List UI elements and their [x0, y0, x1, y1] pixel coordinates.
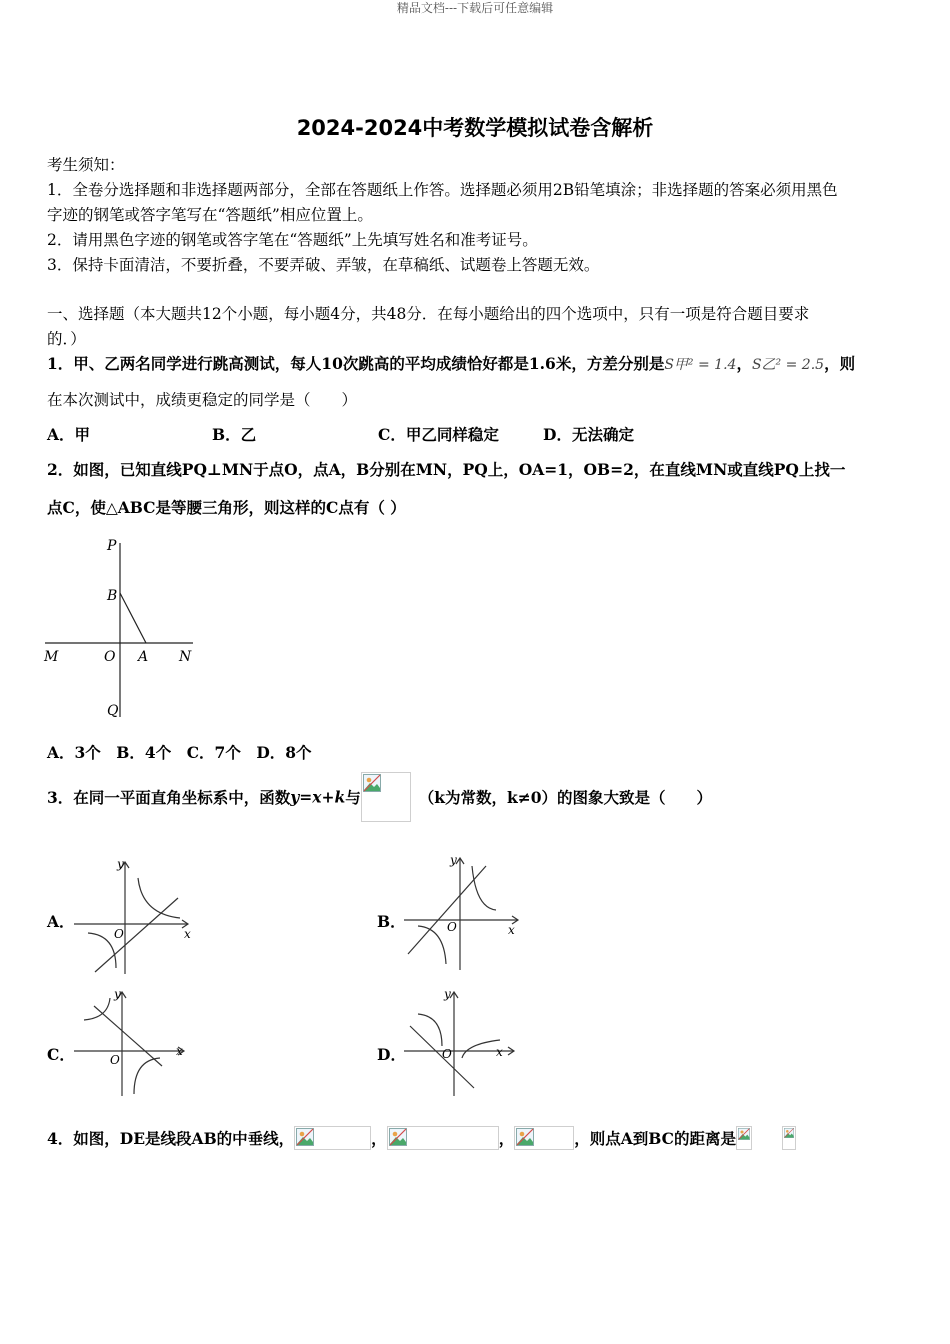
- q3-option-b-label: B．: [377, 912, 406, 931]
- axis-y-label: y: [114, 987, 121, 1001]
- q1-option-b: B．乙: [212, 425, 257, 444]
- section-heading-line2: 的．）: [47, 330, 86, 348]
- axis-x-label: x: [496, 1045, 503, 1059]
- q3-graph-b: [400, 852, 525, 972]
- q3-graph-a: [70, 856, 195, 976]
- q4-text-pre: 4．如图，DE是线段AB的中垂线，: [47, 1129, 295, 1148]
- q4-text-post: ，则点A到BC的距离是: [574, 1129, 736, 1148]
- hyperbola-branch-2: [418, 926, 446, 964]
- q3-func: y=x+k: [290, 787, 346, 807]
- image-icon: [389, 1128, 407, 1146]
- linear-function: [94, 1006, 162, 1066]
- broken-image-placeholder: [294, 1126, 371, 1150]
- image-icon: [296, 1128, 314, 1146]
- axis-x-label: x: [176, 1044, 183, 1058]
- linear-function: [410, 1026, 474, 1088]
- axis-y-label: y: [117, 857, 124, 871]
- hyperbola-branch-2: [88, 933, 116, 968]
- hyperbola-branch-2: [134, 1058, 160, 1094]
- hyperbola-branch-1: [418, 1014, 442, 1046]
- broken-image-placeholder: [514, 1126, 574, 1150]
- notice-item-1a: 1．全卷分选择题和非选择题两部分，全部在答题纸上作答。选择题必须用2B铅笔填涂；非选择题的答案必须用黑色: [47, 181, 838, 199]
- label-b: B: [107, 588, 118, 604]
- q3-option-a-label: A．: [47, 912, 75, 931]
- axis-y-label: y: [444, 987, 451, 1001]
- section-heading-line1: 一、选择题（本大题共12个小题，每小题4分，共48分．在每小题给出的四个选项中，只有一项是符合题目要求: [47, 305, 810, 323]
- label-m: M: [44, 649, 59, 665]
- broken-image-placeholder: [387, 1126, 499, 1150]
- q1-variance-jia: S甲² = 1.4: [664, 357, 737, 373]
- origin-label: O: [114, 927, 124, 941]
- q3-graph-c: [70, 986, 195, 1101]
- notice-item-3: 3．保持卡面清洁，不要折叠，不要弄破、弄皱，在草稿纸、试题卷上答题无效。: [47, 256, 600, 274]
- image-icon: [363, 774, 381, 792]
- q3-option-c-label: C．: [47, 1045, 75, 1064]
- origin-label: O: [110, 1053, 120, 1067]
- axis-x-label: x: [184, 927, 191, 941]
- label-n: N: [179, 649, 192, 665]
- label-a: A: [138, 649, 149, 665]
- q4-comma-1: ，: [371, 1129, 387, 1148]
- segment-ab: [120, 593, 146, 643]
- q1-variance-yi: S乙² = 2.5: [751, 357, 825, 373]
- origin-label: O: [442, 1047, 452, 1061]
- q3-text-post: （k为常数，k≠0）的图象大致是（ ）: [418, 788, 713, 807]
- q3-graph-d: [400, 986, 525, 1101]
- q1-stem-line1: [47, 352, 855, 374]
- q2-figure: [40, 535, 200, 720]
- broken-image-placeholder: [782, 1126, 796, 1150]
- q2-text-a: 2．如图，已知直线PQ⊥MN于点O，点A，B分别在MN，PQ上，OA=1，OB=2，在直线MN或直线PQ上找一: [47, 460, 846, 479]
- q2-text-b: 点C，使△ABC是等腰三角形，则这样的C点有（ ）: [47, 498, 406, 517]
- q1-tail: ，则: [824, 354, 856, 373]
- q1-option-a: A．甲: [47, 425, 91, 444]
- notice-heading: 考生须知：: [47, 156, 125, 174]
- q1-sep: ，: [736, 354, 752, 373]
- label-p: P: [107, 538, 117, 554]
- hyperbola-branch-1: [472, 866, 496, 910]
- axis-y-label: y: [450, 853, 457, 867]
- q2-options: A．3个 B．4个 C．7个 D．8个: [47, 743, 312, 762]
- q3-text-mid: 与: [345, 788, 361, 807]
- broken-image-placeholder: [361, 772, 411, 822]
- axis-x-label: x: [508, 923, 515, 937]
- q3-option-d-label: D．: [377, 1045, 406, 1064]
- q3-stem: [47, 772, 712, 824]
- label-o: O: [104, 649, 116, 665]
- q1-text-b: 在本次测试中，成绩更稳定的同学是（ ）: [47, 391, 358, 409]
- image-icon: [784, 1128, 794, 1138]
- notice-item-1b: 字迹的钢笔或答字笔写在“答题纸”相应位置上。: [47, 206, 373, 224]
- q3-text-pre: 3．在同一平面直角坐标系中，函数: [47, 788, 291, 807]
- linear-function: [95, 898, 178, 972]
- origin-label: O: [447, 920, 457, 934]
- q4-comma-2: ，: [498, 1129, 515, 1148]
- q1-option-c: C．甲乙同样稳定: [378, 425, 499, 444]
- label-q: Q: [107, 703, 119, 719]
- image-icon: [738, 1128, 750, 1140]
- q4-stem: [47, 1126, 796, 1158]
- notice-item-2: 2．请用黑色字迹的钢笔或答字笔在“答题纸”上先填写姓名和准考证号。: [47, 231, 538, 249]
- hyperbola-branch-2: [462, 1040, 500, 1058]
- page-title: 2024-2024中考数学模拟试卷含解析: [296, 116, 654, 140]
- header-note: 精品文档---下载后可任意编辑: [396, 1, 554, 15]
- q1-text-a: 1．甲、乙两名同学进行跳高测试，每人10次跳高的平均成绩恰好都是1.6米，方差分别是: [47, 354, 665, 373]
- q1-option-d: D．无法确定: [543, 425, 634, 444]
- broken-image-placeholder: [736, 1126, 752, 1150]
- image-icon: [516, 1128, 534, 1146]
- hyperbola-branch-1: [138, 878, 180, 918]
